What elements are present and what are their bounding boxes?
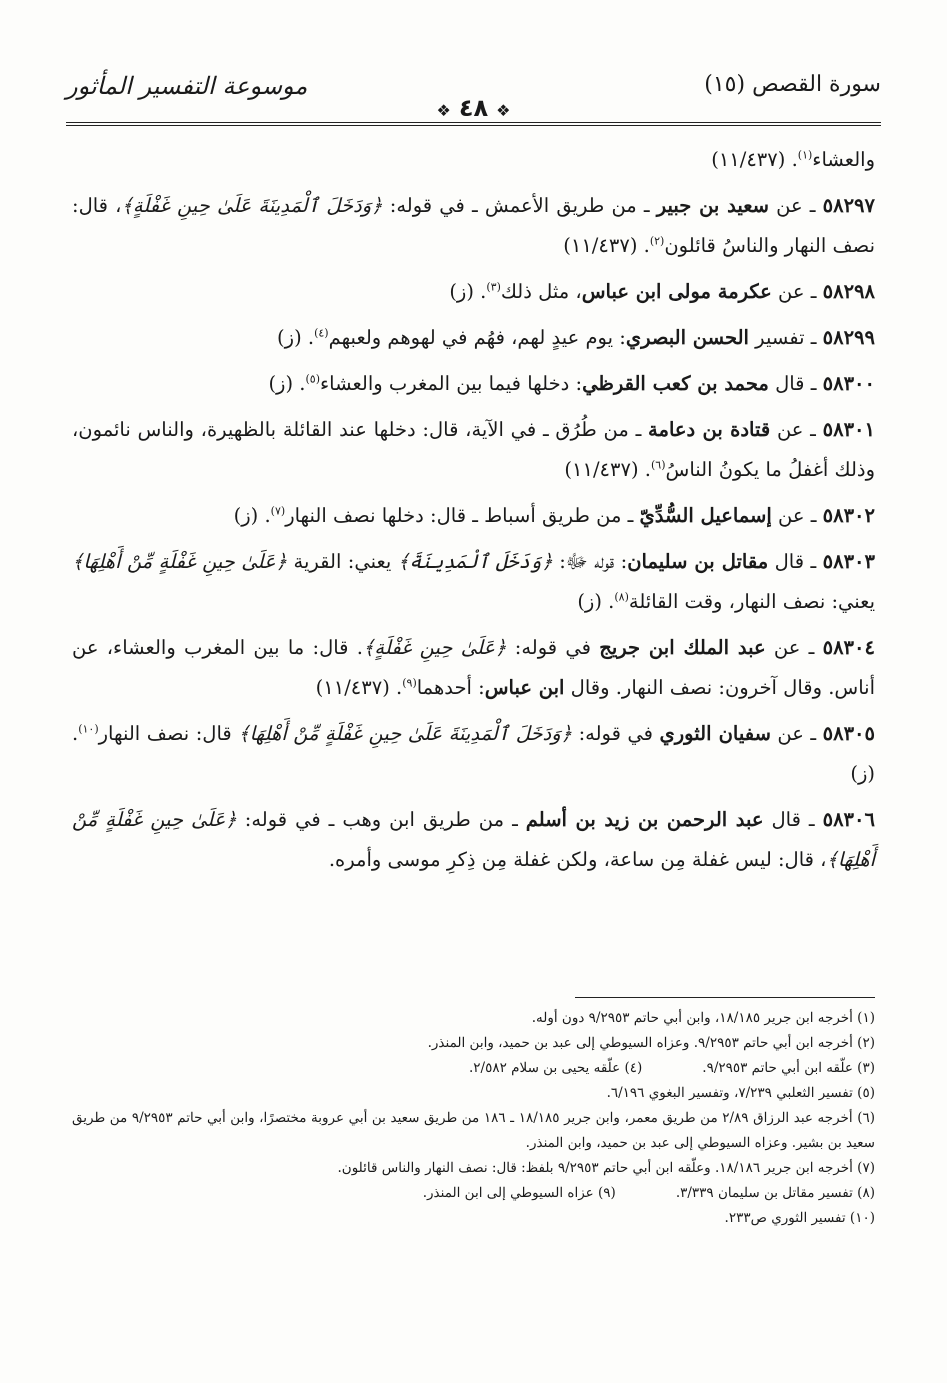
footnote-1: (١) أخرجه ابن جرير ١٨/١٨٥، وابن أبي حاتم ٩/٢٩٥٣ دون أوله. (531, 1010, 875, 1026)
narration-text: : قوله ﷻ: (552, 550, 628, 573)
quran-quote: ﴿عَلَىٰ حِينِ غَفْلَةٍ مِّنْ أَهْلِهَا﴾ (72, 808, 875, 871)
footnote-ref: (٢) (649, 234, 665, 248)
footnote-6: (٦) أخرجه عبد الرزاق ٢/٨٩ من طريق معمر، وابن جرير ١٨/١٨٥ ـ ١٨٦ من طريق سعيد بن أبي عروبة مختصرًا، وابن أبي حاتم ٩/٢٩٥٣ من طريق سعيد بن بشير. وعزاه السيوطي إلى عبد بن حميد، وابن المنذر. (72, 1110, 876, 1151)
footnote-ref: (٤) (314, 326, 329, 340)
narration-text: في قوله: (572, 722, 660, 745)
narration-text: في قوله: (506, 636, 600, 659)
narration-number: ٥٨٣٠٣ (822, 550, 875, 573)
footnote-ref: (٥) (305, 372, 320, 386)
book-title: موسوعة التفسير المأثور (66, 72, 308, 100)
footnote-9: (٩) عزاه السيوطي إلى ابن المنذر. (422, 1185, 616, 1201)
footnote-ref: (٩) (402, 676, 417, 690)
narration-text: ـ عن (770, 722, 823, 745)
narration-number: ٥٨٢٩٨ (822, 280, 875, 303)
narration-text: ـ قال (768, 550, 823, 573)
narration-text: . (ز) (72, 722, 875, 785)
narration-text: . (ز) (449, 280, 487, 303)
narration-text: ـ من طريق ابن وهب ـ في قوله: (236, 808, 526, 831)
footnote-ref: (١٠) (78, 722, 99, 736)
footnote-ref: (٧) (270, 504, 286, 518)
narration-text: ـ عن (768, 194, 823, 217)
narration-number: ٥٨٣٠٠ (822, 372, 875, 395)
narration-text: ـ من طريق الأعمش ـ في قوله: (382, 194, 657, 217)
ornament-icon: ❖ (436, 101, 451, 120)
narration-number: ٥٨٣٠٤ (822, 636, 875, 659)
narration-text: . قال: ما بين المغرب والعشاء، عن أناس. وقال آخرون: نصف النهار. وقال (72, 636, 875, 699)
narrator-name: عبد الرحمن بن زيد بن أسلم (525, 808, 764, 831)
narrator-name: ابن عباس (484, 676, 565, 699)
quran-quote: ﴿عَلَىٰ حِينِ غَفْلَةٍ مِّنْ أَهْلِهَا﴾ (72, 550, 288, 573)
narrator-name: الحسن البصري (625, 326, 749, 349)
narration-text: ـ من طريق أسباط ـ قال: دخلها نصف النهار (285, 504, 640, 527)
narration-text: ـ عن (771, 504, 823, 527)
narration-number: ٥٨٢٩٩ (822, 326, 875, 349)
narration-text: يعني: القرية (287, 550, 398, 573)
narrator-name: سفيان الثوري (659, 722, 771, 745)
narration-text: . (١١/٤٣٧) (563, 234, 650, 257)
narration-text: ـ تفسير (748, 326, 823, 349)
narrator-name: سعيد بن جبير (656, 194, 769, 217)
footnote-row (72, 1056, 875, 1081)
narration-text: ، مثل ذلك (500, 280, 582, 303)
narration-text: : أحدهما (416, 676, 485, 699)
narration-text: . (١١/٤٣٧) (711, 148, 798, 171)
narrator-name: مقاتل بن سليمان (627, 550, 769, 573)
narration-text: ـ قال (763, 808, 823, 831)
narration-text: : دخلها فيما بين المغرب والعشاء (319, 372, 583, 395)
narration-paragraph (72, 364, 875, 404)
narrator-name: عكرمة مولى ابن عباس (581, 280, 772, 303)
narration-text: ـ من طُرُق ـ في الآية، قال: دخلها عند القائلة بالظهيرة، والناس نائمون، وذلك أغفلُ ما يكونُ الناسُ (72, 418, 875, 481)
narration-text: قال: نصف النهار (98, 722, 239, 745)
footnote-ref: (٣) (486, 280, 501, 294)
footnote-5: (٥) تفسير الثعلبي ٧/٢٣٩، وتفسير البغوي ٦/١٩٦. (606, 1085, 875, 1101)
narration-text: ، قال: نصف النهار والناسُ قائلون (72, 194, 875, 257)
footnote-10: (١٠) تفسير الثوري ص٢٣٣. (724, 1210, 875, 1226)
footnote-2: (٢) أخرجه ابن أبي حاتم ٩/٢٩٥٣. وعزاه السيوطي إلى عبد بن حميد، وابن المنذر. (427, 1035, 875, 1051)
narrator-name: عبد الملك ابن جريج (599, 636, 766, 659)
narration-number: ٥٨٣٠٢ (822, 504, 875, 527)
footnote-8: (٨) تفسير مقاتل بن سليمان ٣/٣٣٩. (675, 1185, 875, 1201)
narrator-name: محمد بن كعب القرظي (582, 372, 769, 395)
narration-paragraph (72, 542, 875, 622)
narration-text: والعشاء (812, 148, 875, 171)
narration-number: ٥٨٣٠١ (822, 418, 875, 441)
narration-text: : يوم عيدٍ لهم، فهُم في لهوهم ولعبهم (328, 326, 626, 349)
footnote-ref: (٨) (614, 590, 629, 604)
narration-paragraph (72, 496, 875, 536)
footnote-4: (٤) علّقه يحيى بن سلام ٢/٥٨٢. (469, 1060, 643, 1076)
footnote-3: (٣) علّقه ابن أبي حاتم ٩/٢٩٥٣. (702, 1060, 875, 1076)
page-number-value: ٤٨ (458, 94, 489, 122)
narration-paragraph (72, 628, 875, 708)
narration-number: ٥٨٣٠٥ (822, 722, 875, 745)
narration-paragraph (72, 410, 875, 490)
narration-text: . (ز) (577, 590, 615, 613)
main-text (72, 140, 875, 886)
narration-paragraph (72, 186, 875, 266)
narration-text: . (ز) (233, 504, 271, 527)
surah-title: سورة القصص (١٥) (704, 72, 881, 97)
narration-number: ٥٨٣٠٦ (822, 808, 875, 831)
narration-text: ـ عن (765, 636, 823, 659)
narrator-name: إسماعيل السُّدِّيّ (639, 504, 772, 527)
narration-text: . (١١/٤٣٧) (315, 676, 403, 699)
footnote-row (72, 1181, 875, 1206)
footnotes (72, 1006, 875, 1231)
quran-quote: ﴿وَدَخَلَ ٱلْمَدِينَةَ عَلَىٰ حِينِ غَفْلَةٍ مِّنْ أَهْلِهَا﴾ (238, 722, 573, 745)
quran-quote: ﴿وَدَخَلَ ٱلْمَدِينَةَ﴾ (397, 550, 553, 573)
narration-text: . (١١/٤٣٧) (564, 458, 651, 481)
narration-text: . (ز) (277, 326, 315, 349)
narration-paragraph (72, 272, 875, 312)
header-rule (66, 122, 881, 126)
narration-text: ـ عن (770, 418, 823, 441)
quran-quote: ﴿عَلَىٰ حِينِ غَفْلَةٍ﴾ (362, 636, 507, 659)
narration-text: . (ز) (268, 372, 306, 395)
narrator-name: قتادة بن دعامة (648, 418, 771, 441)
ornament-icon: ❖ (496, 101, 511, 120)
narration-text: ـ عن (771, 280, 823, 303)
page-header (66, 66, 881, 126)
narration-paragraph (72, 714, 875, 794)
narration-text: ـ قال (768, 372, 823, 395)
quran-quote: ﴿وَدَخَلَ ٱلْمَدِينَةَ عَلَىٰ حِينِ غَفْلَةٍ﴾ (121, 194, 383, 217)
footnote-ref: (٦) (651, 458, 666, 472)
narration-number: ٥٨٢٩٧ (822, 194, 875, 217)
narration-paragraph (72, 140, 875, 180)
footnote-ref: (١) (797, 148, 813, 162)
narration-paragraph (72, 800, 875, 880)
narration-paragraph (72, 318, 875, 358)
footnote-separator (575, 997, 875, 998)
narration-text: ، قال: ليس غفلة مِن ساعة، ولكن غفلة مِن ذِكرِ موسى وأمره. (328, 848, 827, 871)
footnote-7: (٧) أخرجه ابن جرير ١٨/١٨٦. وعلّقه ابن أبي حاتم ٩/٢٩٥٣ بلفظ: قال: نصف النهار والناس قائلون. (337, 1160, 875, 1176)
narration-text: يعني: نصف النهار، وقت القائلة (628, 590, 875, 613)
